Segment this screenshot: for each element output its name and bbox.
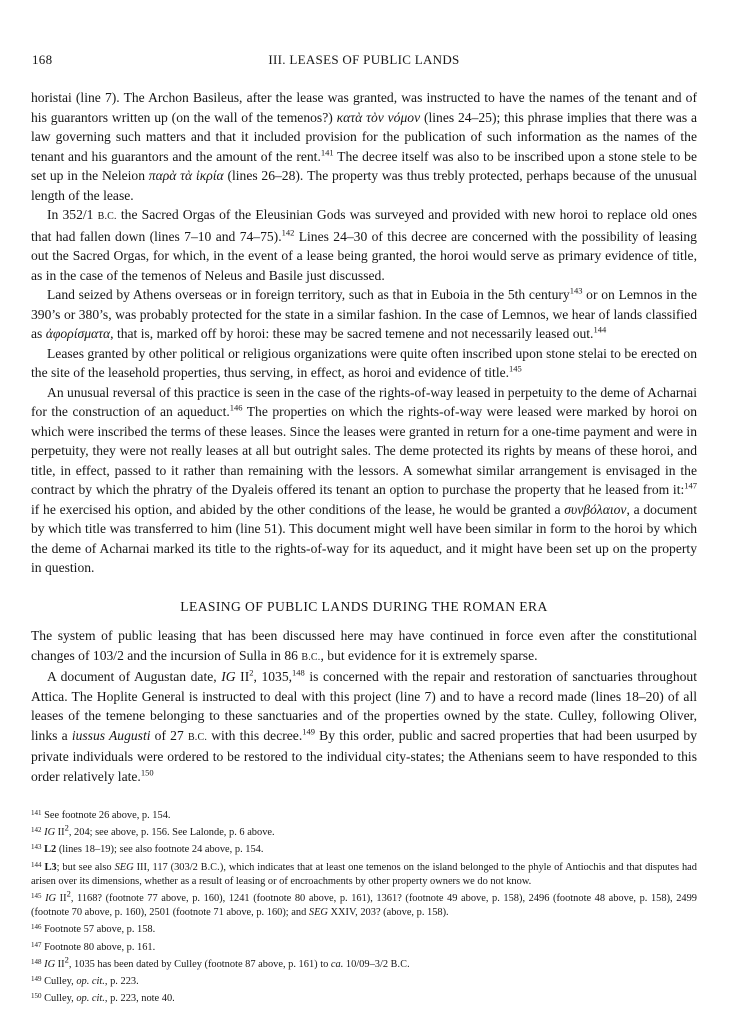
footnote-text: Footnote 57 above, p. 158. [41,924,156,936]
paragraph: Leases granted by other political or religious organizations were quite often inscribed upon stone stelai to be erected on the site of the leasehold properties, thus serving, in effect, as horoi and evidence of title.$^{145}$ [31,345,697,380]
footnote-number: 148 [31,957,42,966]
footnote-number: 144 [31,860,42,869]
paragraph: The system of public leasing that has been discussed here may have continued in force even after the constitutional changes of 103/2 and the incursion of Sulla in 86 B.C., but evidence for it is extremely sparse. [31,628,697,663]
footnote [31,938,697,955]
paragraphs-after-heading [31,626,697,786]
footnote-number: 143 [31,843,42,852]
footnote [31,858,697,889]
main-text [31,88,697,786]
footnote-text: L3; but see also SEG III, 117 (303/2 B.C.), which indicates that at least one temenos on the island belonged to the phyle of Antiochis and that disputes had arisen over its dimensions, whether as a result of leasing or of encroachments by other property owners we do not know. [31,861,697,887]
footnote-number: 150 [31,992,42,1001]
paragraph: Land seized by Athens overseas or in foreign territory, such as that in Euboia in the 5th century$^{143}$ or on Lemnos in the 390’s or 380’s, was probably protected for the state in a similar fashion. In the case of Lemnos, we hear of lands classified as ἀφορίσματα, that is, marked off by horoi: these may be sacred temene and not necessarily leased out.$^{144}$ [31,285,698,341]
footnote-text: IG $II^2$, 1168? (footnote 77 above, p. 160), 1241 (footnote 80 above, p. 161), 1361? (footnote 49 above, p. 158), 2496 (footnote 48 above, p. 158), 2499 (footnote 70 above, p. 160), 2501 (footnote 71 above, p. 160); and SEG XXIV, 203? (above, p. 158). [31,888,697,919]
footnote-number: 141 [31,809,42,817]
paragraph: A document of Augustan date, IG $II^2$, 1035,$^{148}$ is concerned with the repair and restoration of sanctuaries throughout Attica. The Hoplite General is instructed to deal with this project (line 7) and to have a record made (lines 18–20) of all leases of the temene belonging to these sanctuaries and of the properties owned by the state. Culley, following Oliver, links a iussus Augusti of 27 B.C. with this decree.$^{149}$ By this order, public and sacred properties that had been usurped by private individuals were ordered to be restored to the individual city-states; the Athenians seem to have responded to this order relatively late.$^{150}$ [31,667,698,784]
footnote-text: IG $II^2$, 204; see above, p. 156. See Lalonde, p. 6 above. [44,822,275,839]
footnote [31,955,697,972]
footnote [31,840,697,857]
footnote-number: 145 [31,892,42,901]
paragraph: In 352/1 B.C. the Sacred Orgas of the Eleusinian Gods was surveyed and provided with new horoi to replace old ones that had fallen down (lines 7–10 and 74–75).$^{142}$ Lines 24–30 of this decree are concerned with the possibility of leasing out the Sacred Orgas, for which, in the event of a lease being granted, the horoi would serve as primary evidence of title, as in the case of the temenos of Neleus and Basile just discussed. [31,207,697,283]
footnote-text: IG $II^2$, 1035 has been dated by Culley (footnote 87 above, p. 161) to ca. 10/09–3/2 B.C. [44,954,410,970]
page-number: 168 [32,52,53,67]
footnote-number: 142 [31,826,42,835]
footnote-text: Culley, op. cit., p. 223. [41,976,139,988]
footnote [31,889,697,920]
paragraphs-before-heading [31,88,697,578]
footnote-text: Footnote 80 above, p. 161. [41,941,156,953]
footnote-text: Culley, op. cit., p. 223, note 40. [41,993,175,1005]
footnote [31,806,697,823]
footnote-text: See footnote 26 above, p. 154. [41,810,171,821]
footnote [31,823,697,840]
footnote-number: 147 [31,940,42,949]
footnote-number: 146 [31,923,42,932]
footnote [31,989,697,1006]
running-title: III. LEASES OF PUBLIC LANDS [268,52,460,67]
footnote [31,972,697,989]
footnote-number: 149 [31,975,42,984]
paragraph: An unusual reversal of this practice is seen in the case of the rights-of-way leased in perpetuity to the deme of Acharnai for the construction of an aqueduct.$^{146}$ The properties on which the rights-of-way were leased were marked by horoi on which were inscribed the terms of these leases. Since the leases were granted in return for a one-time payment and were in perpetuity, they were not really leases at all but outright sales. The deme protected its rights by means of these horoi, and title, in effect, passed to it rather than remaining with the lessors. A somewhat similar arrangement is envisaged in the contract by which the phratry of the Dyaleis offered its tenant an option to purchase the property that he leased from it:$^{147}$ if he exercised his option, and abided by the other conditions of the lease, he would be granted a συνβόλαιον, a document by which title was transferred to him (line 51). This document might well have been similar in form to the horoi by which the deme of Acharnai marked its title to the rights-of-way for its aqueduct, and it might have been set up on the property in question. [31,384,697,575]
paragraph: horistai (line 7). The Archon Basileus, after the lease was granted, was instructed to have the names of the tenant and of his guarantors written up (on the wall of the temenos?) κατὰ τὸν νόμον (lines 24–25); this phrase implies that there was a law governing such matters and that it included provision for the publication of such information as the names of the tenant and his guarantors and the amount of the rent.$^{141}$ The decree itself was also to be inscribed upon a stone stele to be set up in the Neleion παρὰ τὰ ἰκρία (lines 26–28). The property was thus trebly protected, perhaps because of the unusual length of the lease. [31,90,697,203]
footnote-text: L2 (lines 18–19); see also footnote 24 above, p. 154. [44,844,264,856]
footnote [31,920,697,937]
footnotes [31,806,697,1006]
section-heading: LEASING OF PUBLIC LANDS DURING THE ROMAN ERA [180,598,548,614]
